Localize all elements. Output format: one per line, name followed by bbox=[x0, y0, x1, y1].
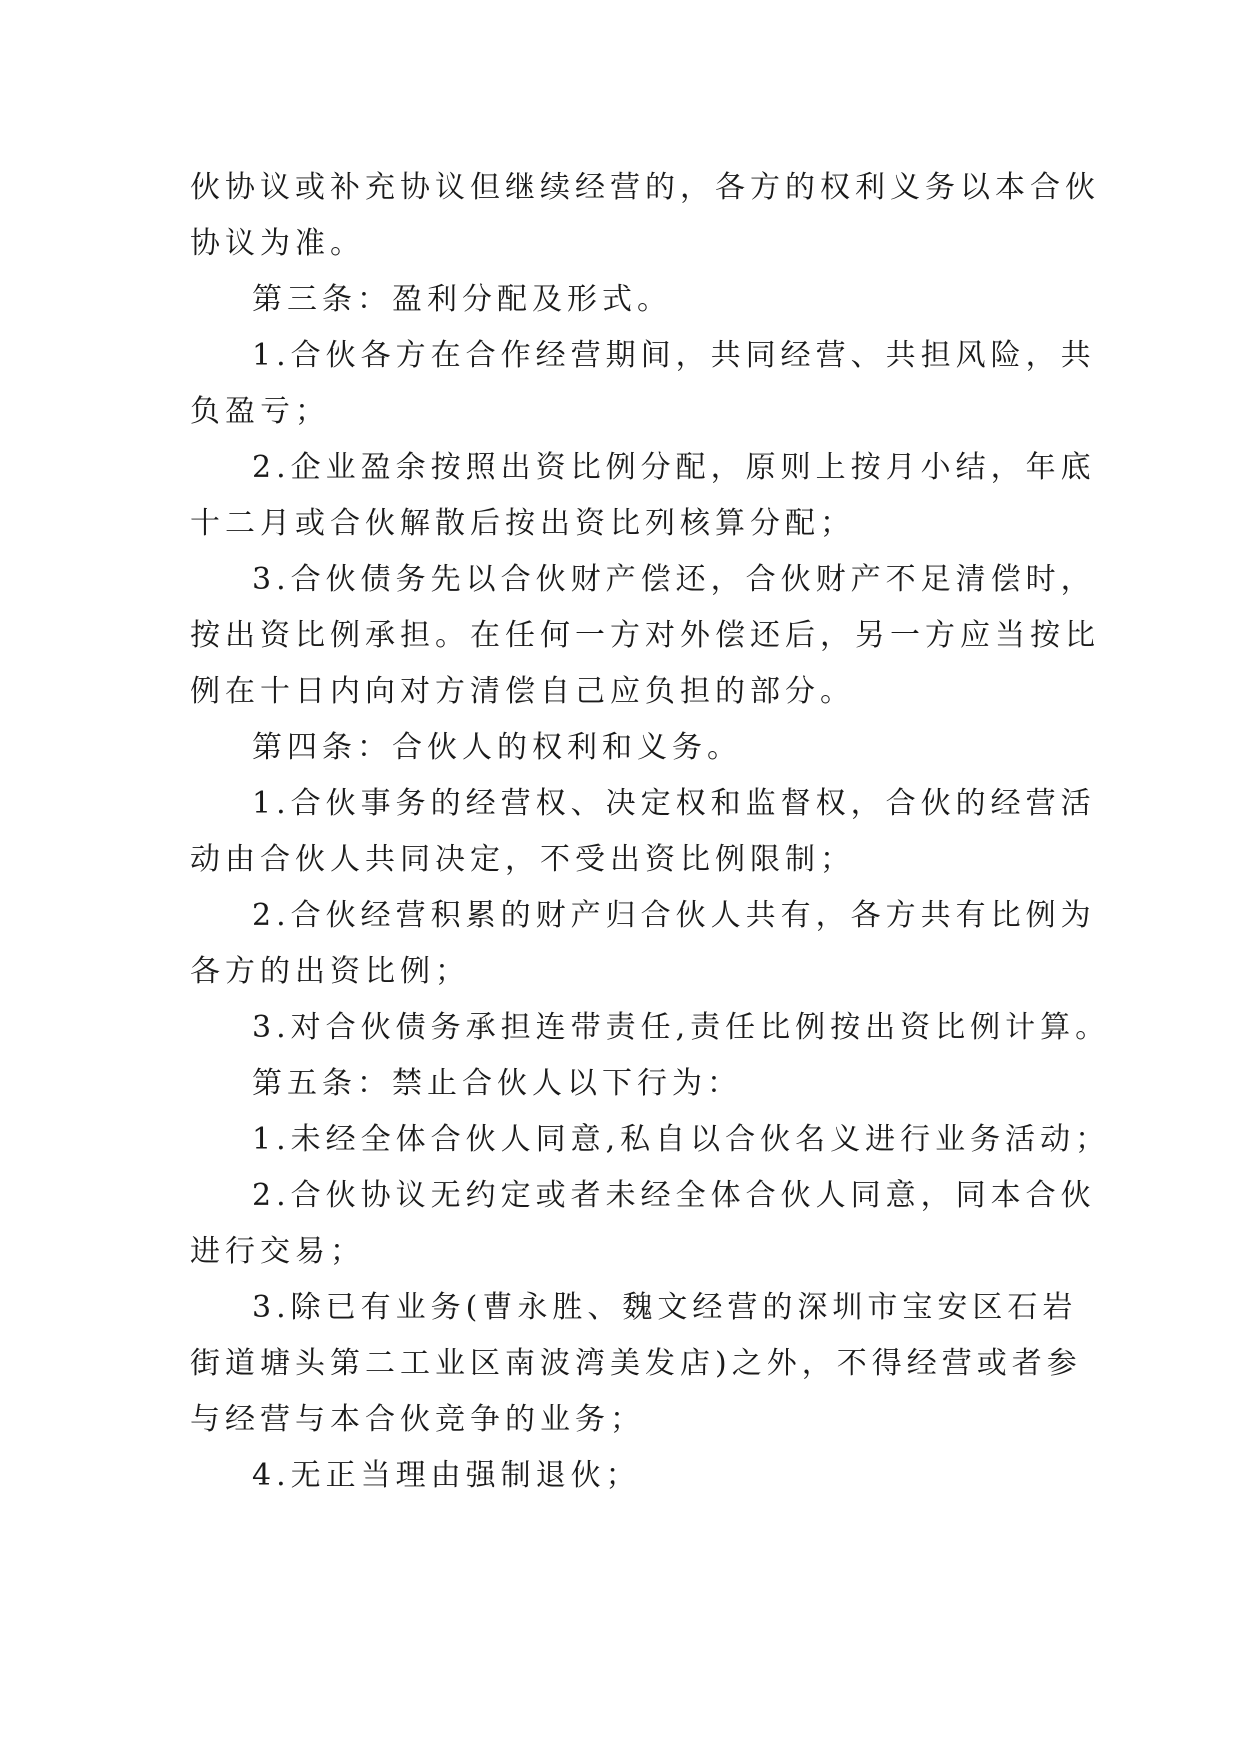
text-line: 2.企业盈余按照出资比例分配，原则上按月小结，年底 bbox=[252, 450, 1096, 485]
text-line: 3.除已有业务(曹永胜、魏文经营的深圳市宝安区石岩 bbox=[252, 1290, 1078, 1325]
text-line: 4.无正当理由强制退伙； bbox=[252, 1458, 641, 1493]
text-line: 街道塘头第二工业区南波湾美发店)之外，不得经营或者参 bbox=[190, 1346, 1082, 1381]
text-line: 十二月或合伙解散后按出资比列核算分配； bbox=[190, 506, 855, 541]
document-body bbox=[190, 160, 1111, 1504]
text-line: 伙协议或补充协议但继续经营的，各方的权利义务以本合伙 bbox=[190, 170, 1100, 205]
text-line: 负盈亏； bbox=[190, 394, 330, 429]
text-line: 各方的出资比例； bbox=[190, 954, 470, 989]
text-line: 1.合伙事务的经营权、决定权和监督权，合伙的经营活 bbox=[252, 786, 1096, 821]
text-line: 1.合伙各方在合作经营期间，共同经营、共担风险，共 bbox=[252, 338, 1096, 373]
article-heading-3: 第三条：盈利分配及形式。 bbox=[252, 282, 672, 317]
text-line: 与经营与本合伙竞争的业务； bbox=[190, 1402, 645, 1437]
text-line: 进行交易； bbox=[190, 1234, 365, 1269]
article-heading-4: 第四条：合伙人的权利和义务。 bbox=[252, 730, 742, 765]
text-line: 2.合伙协议无约定或者未经全体合伙人同意，同本合伙 bbox=[252, 1178, 1096, 1213]
text-line: 2.合伙经营积累的财产归合伙人共有，各方共有比例为 bbox=[252, 898, 1096, 933]
text-line: 3.合伙债务先以合伙财产偿还，合伙财产不足清偿时， bbox=[252, 562, 1096, 597]
text-line: 例在十日内向对方清偿自己应负担的部分。 bbox=[190, 674, 855, 709]
text-line: 按出资比例承担。在任何一方对外偿还后，另一方应当按比 bbox=[190, 618, 1100, 653]
text-line: 协议为准。 bbox=[190, 226, 365, 261]
text-line: 1.未经全体合伙人同意,私自以合伙名义进行业务活动； bbox=[252, 1122, 1111, 1157]
text-line: 3.对合伙债务承担连带责任,责任比例按出资比例计算。 bbox=[252, 1010, 1111, 1045]
text-line: 动由合伙人共同决定，不受出资比例限制； bbox=[190, 842, 855, 877]
article-heading-5: 第五条：禁止合伙人以下行为： bbox=[252, 1066, 742, 1101]
